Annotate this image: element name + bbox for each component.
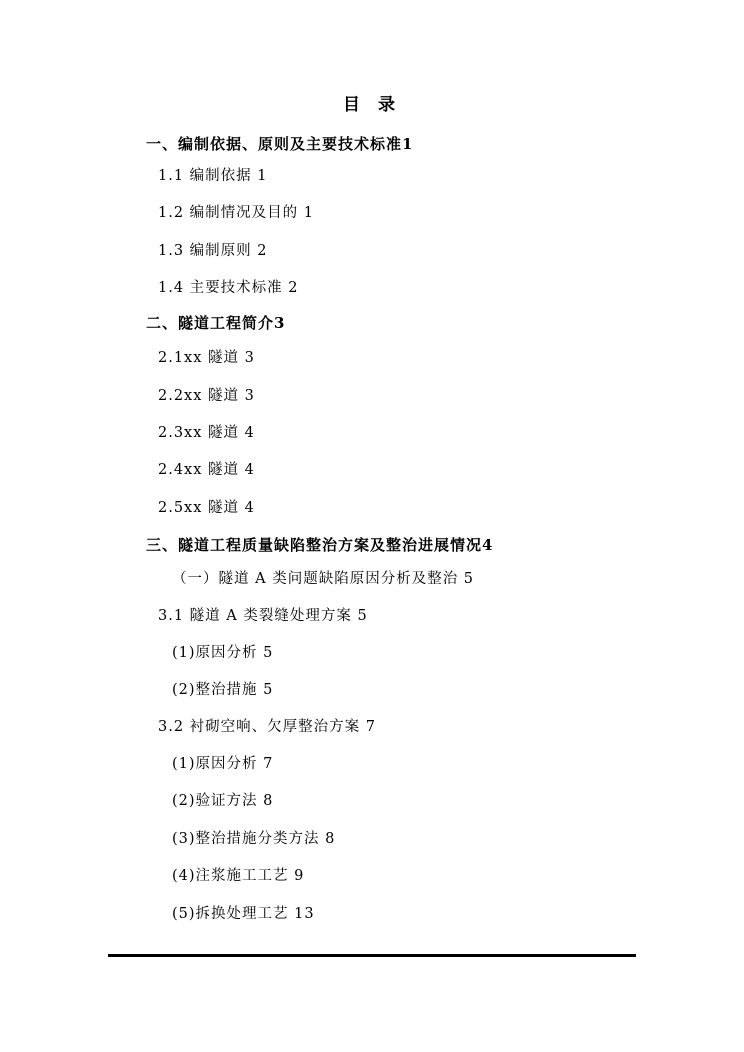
toc-entry[interactable]: 2.4xx 隧道 4 — [158, 462, 255, 478]
toc-entry[interactable]: (5)拆换处理工艺 13 — [172, 906, 315, 922]
toc-entry[interactable]: 二、隧道工程简介3 — [146, 314, 286, 332]
toc-entry[interactable]: 1.1 编制依据 1 — [158, 168, 268, 184]
toc-entry[interactable]: 一、编制依据、原则及主要技术标准1 — [146, 135, 414, 153]
toc-entry[interactable]: 2.5xx 隧道 4 — [158, 500, 255, 516]
toc-entry[interactable]: 3.1 隧道 A 类裂缝处理方案 5 — [158, 608, 368, 624]
page-title: 目 录 — [343, 95, 401, 115]
toc-entry[interactable]: (3)整治措施分类方法 8 — [172, 831, 336, 847]
toc-entry[interactable]: 1.3 编制原则 2 — [158, 243, 268, 259]
toc-entry[interactable]: (1)原因分析 7 — [172, 756, 274, 772]
toc-entry[interactable]: (2)验证方法 8 — [172, 793, 274, 809]
toc-entry[interactable]: 三、隧道工程质量缺陷整治方案及整治进展情况4 — [146, 536, 494, 554]
toc-entry[interactable]: (1)原因分析 5 — [172, 645, 274, 661]
toc-entry[interactable]: 2.3xx 隧道 4 — [158, 425, 255, 441]
toc-entry[interactable]: 1.2 编制情况及目的 1 — [158, 205, 315, 221]
footer-divider — [108, 954, 636, 957]
toc-entry[interactable]: 3.2 衬砌空响、欠厚整治方案 7 — [158, 719, 377, 735]
toc-entry[interactable]: 1.4 主要技术标准 2 — [158, 280, 299, 296]
toc-entry[interactable]: (4)注浆施工工艺 9 — [172, 868, 305, 884]
toc-entry[interactable]: 2.1xx 隧道 3 — [158, 350, 255, 366]
toc-entry[interactable]: （一）隧道 A 类问题缺陷原因分析及整治 5 — [172, 571, 475, 587]
toc-entry[interactable]: (2)整治措施 5 — [172, 682, 274, 698]
toc-entry[interactable]: 2.2xx 隧道 3 — [158, 388, 255, 404]
